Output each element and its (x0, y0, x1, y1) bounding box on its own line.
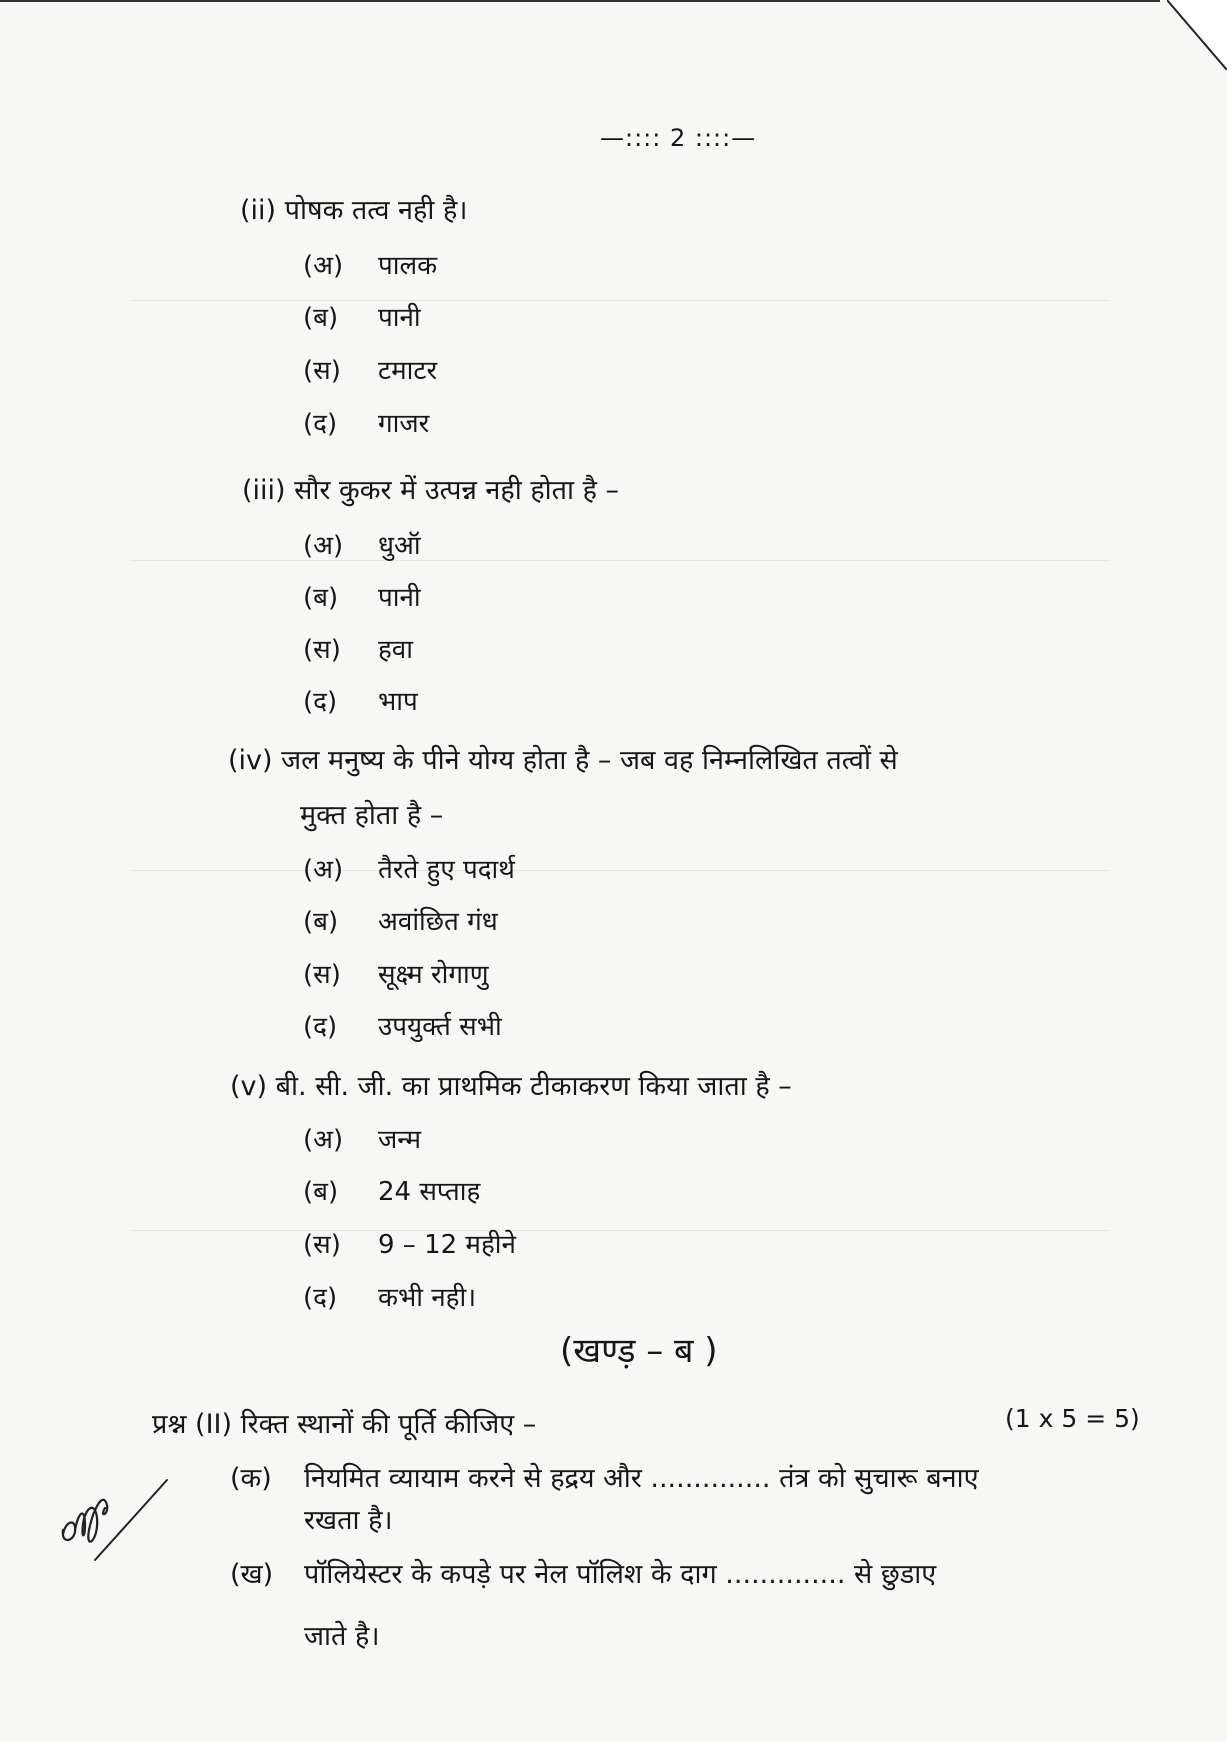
option-text: पालक (378, 251, 438, 281)
fill-item-mark: (क) (230, 1463, 272, 1494)
option-mark: (द) (303, 1283, 338, 1313)
scan-artifact (130, 870, 1110, 871)
option-mark: (द) (303, 687, 338, 717)
question-v-label: (v) बी. सी. जी. का प्राथमिक टीकाकरण किया जाता है – (230, 1071, 792, 1102)
option-text: धुऑ (378, 531, 421, 561)
question-ii-label: (ii) पोषक तत्व नही है। (240, 195, 468, 226)
option-mark: (अ) (303, 855, 344, 885)
option-text: सूक्ष्म रोगाणु (378, 960, 489, 990)
option-mark: (ब) (303, 303, 339, 333)
fill-item-text: पॉलियेस्टर के कपड़े पर नेल पॉलिश के दाग .............. से छुडाए (304, 1559, 937, 1590)
option-mark: (अ) (303, 251, 344, 281)
option-text: पानी (378, 583, 421, 613)
question-iv-label: (iv) जल मनुष्य के पीने योग्य होता है – जब वह निम्नलिखित तत्वों से (228, 745, 898, 776)
option-mark: (स) (303, 356, 341, 386)
question-ii-fill-label: प्रश्न (II) रिक्त स्थानों की पूर्ति कीजिए – (152, 1409, 537, 1440)
option-text: टमाटर (378, 356, 438, 386)
option-mark: (ब) (303, 583, 339, 613)
option-text: भाप (378, 687, 418, 717)
option-mark: (ब) (303, 907, 339, 937)
section-b-title: (खण्ड़ – ब ) (560, 1331, 718, 1371)
scan-artifact (130, 560, 1110, 561)
question-iv-label-cont: मुक्त होता है – (300, 800, 444, 831)
option-mark: (द) (303, 1012, 338, 1042)
fill-item-text-cont: रखता है। (304, 1505, 393, 1536)
question-iii-label: (iii) सौर कुकर में उत्पन्न नही होता है – (242, 475, 620, 506)
option-text: हवा (378, 635, 413, 665)
fill-item-text-cont: जाते है। (304, 1621, 380, 1652)
option-mark: (अ) (303, 1125, 344, 1155)
option-text: गाजर (378, 409, 430, 439)
fill-item-text: नियमित व्यायाम करने से हद्रय और .............. तंत्र को सुचारू बनाए (304, 1463, 979, 1494)
option-mark: (द) (303, 409, 338, 439)
marks-allocation: (1 x 5 = 5) (1005, 1404, 1140, 1433)
page-number-marker: —:::: 2 ::::— (600, 124, 757, 152)
scan-artifact (130, 1230, 1110, 1231)
option-mark: (स) (303, 960, 341, 990)
fill-item-mark: (ख) (230, 1559, 274, 1590)
scan-edge (0, 0, 1160, 2)
option-mark: (अ) (303, 531, 344, 561)
scan-artifact (130, 300, 1110, 301)
option-mark: (स) (303, 635, 341, 665)
option-text: अवांछित गंध (378, 907, 498, 937)
option-mark: (ब) (303, 1177, 339, 1207)
handwritten-signature (55, 1460, 175, 1570)
option-text: जन्म (378, 1125, 422, 1155)
option-text: कभी नही। (378, 1283, 477, 1313)
folded-corner-icon (1167, 0, 1227, 70)
option-text: पानी (378, 303, 421, 333)
option-text: 9 – 12 महीने (378, 1230, 516, 1260)
option-text: उपयुर्क्त सभी (378, 1012, 502, 1042)
option-mark: (स) (303, 1230, 341, 1260)
option-text: तैरते हुए पदार्थ (378, 855, 515, 885)
option-text: 24 सप्ताह (378, 1177, 481, 1207)
